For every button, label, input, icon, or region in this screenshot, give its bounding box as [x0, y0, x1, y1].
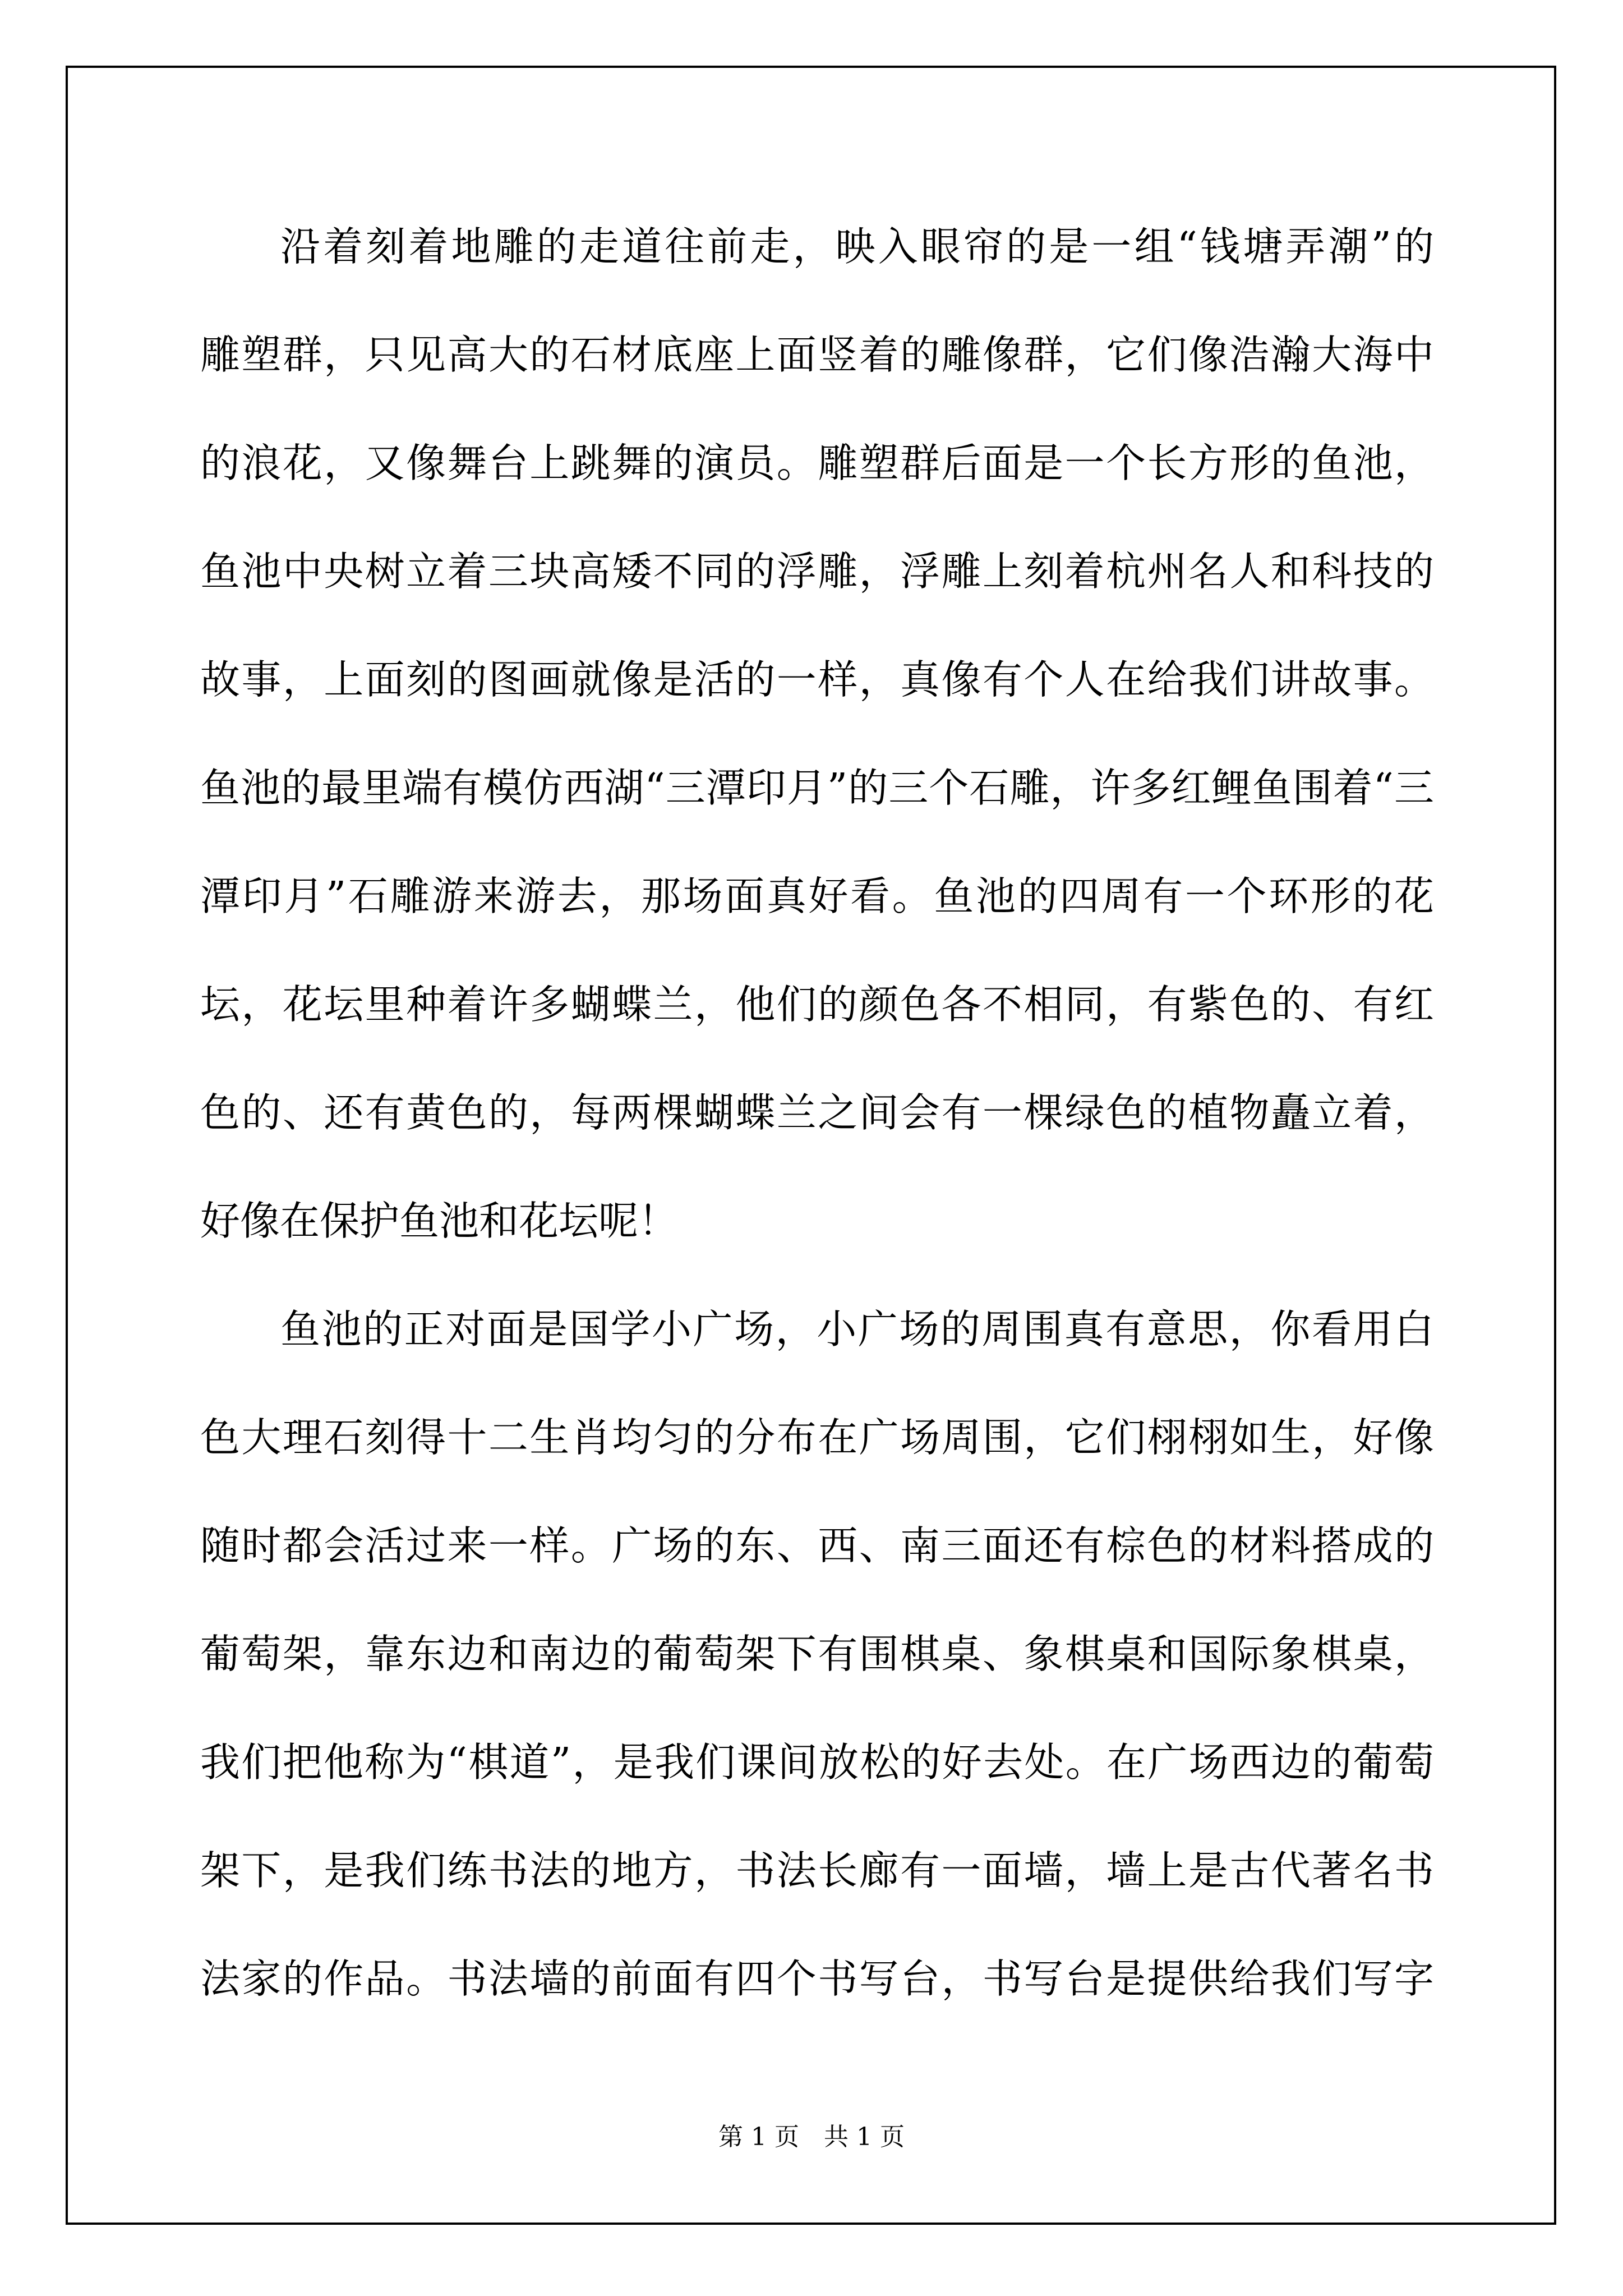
page-number-footer: 第 1 页 共 1 页 — [718, 2123, 905, 2151]
paragraph-2-line-5: 我们把他称为“棋道”，是我们课间放松的好去处。在广场西边的葡萄 — [200, 1739, 1434, 1786]
document-body — [200, 219, 1434, 2059]
paragraph-2-line-1: 鱼池的正对面是国学小广场，小广场的周围真有意思，你看用白 — [280, 1306, 1434, 1352]
paragraph-2-line-6: 架下，是我们练书法的地方，书法长廊有一面墙，墙上是古代著名书 — [200, 1847, 1434, 1894]
paragraph-1-line-6: 鱼池的最里端有模仿西湖“三潭印月”的三个石雕，许多红鲤鱼围着“三 — [200, 765, 1434, 811]
paragraph-1-line-1: 沿着刻着地雕的走道往前走，映入眼帘的是一组“钱塘弄潮”的 — [280, 223, 1434, 270]
paragraph-1-line-5: 故事，上面刻的图画就像是活的一样，真像有个人在给我们讲故事。 — [200, 656, 1434, 703]
paragraph-1-line-4: 鱼池中央树立着三块高矮不同的浮雕，浮雕上刻着杭州名人和科技的 — [200, 548, 1434, 595]
paragraph-1-line-7: 潭印月”石雕游来游去，那场面真好看。鱼池的四周有一个环形的花 — [200, 873, 1434, 919]
paragraph-1-line-8: 坛，花坛里种着许多蝴蝶兰，他们的颜色各不相同，有紫色的、有红 — [200, 981, 1434, 1028]
paragraph-2-line-3: 随时都会活过来一样。广场的东、西、南三面还有棕色的材料搭成的 — [200, 1522, 1434, 1569]
paragraph-2-line-4: 葡萄架，靠东边和南边的葡萄架下有围棋桌、象棋桌和国际象棋桌， — [200, 1631, 1434, 1677]
paragraph-1-line-2: 雕塑群，只见高大的石材底座上面竖着的雕像群，它们像浩瀚大海中 — [200, 332, 1434, 378]
paragraph-2-line-7: 法家的作品。书法墙的前面有四个书写台，书写台是提供给我们写字 — [200, 1955, 1434, 2002]
paragraph-1-line-3: 的浪花，又像舞台上跳舞的演员。雕塑群后面是一个长方形的鱼池， — [200, 440, 1434, 486]
paragraph-1-line-10: 好像在保护鱼池和花坛呢！ — [200, 1198, 679, 1244]
paragraph-1-line-9: 色的、还有黄色的，每两棵蝴蝶兰之间会有一棵绿色的植物矗立着， — [200, 1089, 1434, 1136]
paragraph-2-line-2: 色大理石刻得十二生肖均匀的分布在广场周围，它们栩栩如生，好像 — [200, 1414, 1434, 1461]
